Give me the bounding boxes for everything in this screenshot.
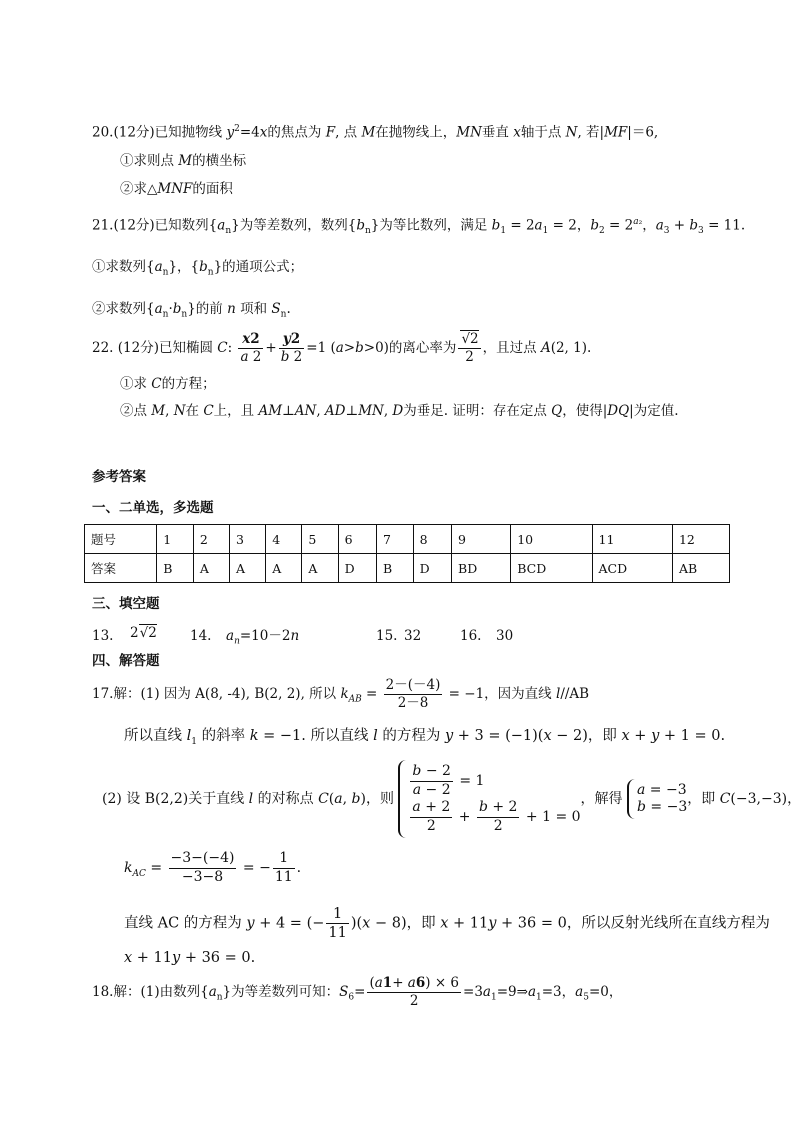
answer-table — [84, 524, 730, 583]
table-cell: 5 — [302, 525, 338, 554]
table-cell: 8 — [413, 525, 451, 554]
table-cell: BCD — [511, 554, 592, 583]
table-row-numbers — [85, 525, 730, 554]
solution-17-line5: 直线 AC 的方程为 y + 4 = (− $\frac{1}{11}$ )(x − 8)，即 x + 11y + 36 = 0，所以反射光线所在直线方程为 — [124, 906, 770, 942]
solution-17-line4: $k_{AC}$ = $\frac{-3-(-4)}{-3-8}$ = − $\frac{1}{11}$ . — [124, 850, 302, 885]
table-cell: 12 — [672, 525, 729, 554]
table-cell: A — [193, 554, 229, 583]
fill-13-num: 13. — [92, 628, 114, 644]
table-cell: 2 — [193, 525, 229, 554]
fill-16-answer: 30 — [496, 628, 514, 644]
answers-heading: 参考答案 — [92, 469, 146, 485]
table-cell: 10 — [511, 525, 592, 554]
table-cell: 1 — [157, 525, 194, 554]
table-cell: A — [230, 554, 266, 583]
table-cell: D — [413, 554, 451, 583]
table-cell: A — [266, 554, 302, 583]
fill-14-num: 14. — [190, 628, 212, 644]
fill-15-answer: 32 — [404, 628, 422, 644]
table-cell: 11 — [592, 525, 672, 554]
fill-13-answer: 2√2 — [130, 625, 157, 641]
q20-title: 20.(12分)已知抛物线 $y^2=4x$的焦点为 F, 点 M在抛物线上，MN垂直 x轴于点 N, 若|MF|＝6, — [92, 124, 659, 141]
fill-16-num: 16. — [460, 628, 482, 644]
table-cell: 4 — [266, 525, 302, 554]
table-cell: B — [157, 554, 194, 583]
table-cell: B — [377, 554, 414, 583]
row-label-answers: 答案 — [85, 554, 157, 583]
table-cell: ACD — [592, 554, 672, 583]
table-cell: 7 — [377, 525, 414, 554]
section1-heading: 一、二单选，多选题 — [92, 500, 214, 516]
table-cell: 6 — [338, 525, 376, 554]
table-cell: BD — [452, 554, 511, 583]
table-cell: A — [302, 554, 338, 583]
q20-sub2: ②求△MNF的面积 — [120, 181, 233, 197]
fill-15-num: 15. — [376, 628, 398, 644]
table-cell: AB — [672, 554, 729, 583]
table-cell: 9 — [452, 525, 511, 554]
table-cell: D — [338, 554, 376, 583]
table-row-answers — [85, 554, 730, 583]
solution-18-line1: 18.解：(1)由数列$\{a_n\}$为等差数列可知：$S_6=$ $\frac{(a1+ a6) \times 6}{2}$ $=3a_1=9\Rightarrow a_1=3$，$a_5=0$， — [92, 975, 623, 1009]
section3-heading: 三、填空题 — [92, 596, 160, 612]
q22-title: 22. (12分)已知椭圆 C: $\frac{x2}{a 2}$ + $\frac{y2}{b 2}$ =1 (a>b>0)的离心率为 $\frac{√2}{2}$ ，且过点 A(2, 1). — [92, 331, 592, 365]
fill-14-answer: $a_n=10-2n$ — [226, 628, 300, 647]
q21-title: 21.(12分)已知数列$\{a_n\}$为等差数列，数列$\{b_n\}$为等比数列，满足 $b_1 = 2a_1 = 2$，$b_2 = 2^{a_2}$，$a_3 + b_3 = 11$. — [92, 217, 746, 237]
q21-sub2: ②求数列$\{a_n\cdot b_n\}$的前 n 项和 $S_n$. — [92, 301, 291, 320]
section4-heading: 四、解答题 — [92, 653, 160, 669]
solution-17-line2: 所以直线 $l_1$ 的斜率 k = −1. 所以直线 l 的方程为 y + 3 = (−1)(x − 2)，即 x + y + 1 = 0. — [124, 728, 726, 747]
q21-sub1: ①求数列$\{a_n\}$，$\{b_n\}$的通项公式； — [92, 259, 304, 278]
solution-17-line3: (2) 设 B(2,2)关于直线 l 的对称点 C(a, b)，则 $\frac{b - 2}{a - 2}$ = 1 $\frac{a + 2}{2}$ + $\frac{b + 2}{2}$ + 1 = 0 ，解得 a = −3 b = −3 ，即 C(−3,−3)， — [102, 760, 801, 838]
table-cell: 3 — [230, 525, 266, 554]
row-label-numbers: 题号 — [85, 525, 157, 554]
q22-sub1: ①求 C的方程； — [120, 376, 216, 392]
q22-sub2: ②点 M, N在 C上，且 AM⊥AN, AD⊥MN, D为垂足. 证明：存在定点 Q，使得|DQ|为定值. — [120, 403, 679, 419]
solution-17-line6: x + 11y + 36 = 0. — [124, 950, 256, 966]
q20-sub1: ①求则点 M的横坐标 — [120, 153, 247, 169]
solution-17-line1: 17.解：(1) 因为 A(8, -4), B(2, 2), 所以 $k_{AB}$ = $\frac{2-(-4)}{2-8}$ = −1，因为直线 l//AB — [92, 677, 590, 711]
